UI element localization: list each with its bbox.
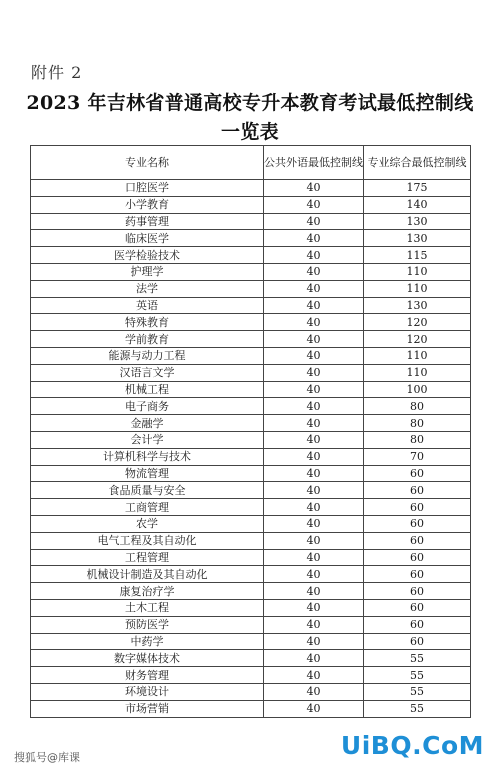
comprehensive-min-cell: 80 (364, 398, 471, 415)
foreign-language-min-cell: 40 (264, 297, 364, 314)
comprehensive-min-cell: 60 (364, 566, 471, 583)
foreign-language-min-cell: 40 (264, 196, 364, 213)
table-row (31, 667, 471, 684)
comprehensive-min-cell: 175 (364, 180, 471, 197)
major-name-cell: 英语 (31, 297, 264, 314)
comprehensive-min-cell: 55 (364, 667, 471, 684)
table-row (31, 180, 471, 197)
foreign-language-min-cell: 40 (264, 482, 364, 499)
major-name-cell: 财务管理 (31, 667, 264, 684)
major-name-cell: 特殊教育 (31, 314, 264, 331)
comprehensive-min-cell: 110 (364, 263, 471, 280)
foreign-language-min-cell: 40 (264, 331, 364, 348)
table-body (31, 180, 471, 718)
major-name-cell: 中药学 (31, 633, 264, 650)
major-name-cell: 土木工程 (31, 599, 264, 616)
major-name-cell: 药事管理 (31, 213, 264, 230)
foreign-language-min-cell: 40 (264, 263, 364, 280)
foreign-language-min-cell: 40 (264, 633, 364, 650)
table-row (31, 381, 471, 398)
table-row (31, 196, 471, 213)
comprehensive-min-cell: 100 (364, 381, 471, 398)
watermark-logo: UiBQ.CoM (340, 731, 484, 760)
table-row (31, 297, 471, 314)
comprehensive-min-cell: 60 (364, 633, 471, 650)
foreign-language-min-cell: 40 (264, 650, 364, 667)
major-name-cell: 电气工程及其自动化 (31, 532, 264, 549)
major-name-cell: 医学检验技术 (31, 247, 264, 264)
major-name-cell: 电子商务 (31, 398, 264, 415)
foreign-language-min-cell: 40 (264, 499, 364, 516)
major-name-cell: 会计学 (31, 431, 264, 448)
major-name-cell: 法学 (31, 280, 264, 297)
comprehensive-min-cell: 60 (364, 515, 471, 532)
score-table (30, 145, 471, 718)
comprehensive-min-cell: 60 (364, 482, 471, 499)
table-row (31, 633, 471, 650)
comprehensive-min-cell: 55 (364, 683, 471, 700)
comprehensive-min-cell: 60 (364, 465, 471, 482)
major-name-cell: 农学 (31, 515, 264, 532)
major-name-cell: 机械工程 (31, 381, 264, 398)
major-name-cell: 计算机科学与技术 (31, 448, 264, 465)
comprehensive-min-cell: 70 (364, 448, 471, 465)
foreign-language-min-cell: 40 (264, 599, 364, 616)
comprehensive-min-cell: 130 (364, 213, 471, 230)
major-name-cell: 工程管理 (31, 549, 264, 566)
foreign-language-min-cell: 40 (264, 549, 364, 566)
table-row (31, 650, 471, 667)
major-name-cell: 机械设计制造及其自动化 (31, 566, 264, 583)
major-name-cell: 金融学 (31, 415, 264, 432)
footer-source: 搜狐号@库课 (14, 751, 80, 764)
comprehensive-min-cell: 55 (364, 650, 471, 667)
comprehensive-min-cell: 120 (364, 314, 471, 331)
table-row (31, 230, 471, 247)
major-name-cell: 市场营销 (31, 700, 264, 717)
table-row (31, 280, 471, 297)
major-name-cell: 预防医学 (31, 616, 264, 633)
comprehensive-min-cell: 60 (364, 616, 471, 633)
foreign-language-min-cell: 40 (264, 213, 364, 230)
foreign-language-min-cell: 40 (264, 583, 364, 600)
table-row (31, 347, 471, 364)
comprehensive-min-cell: 80 (364, 415, 471, 432)
table-row (31, 583, 471, 600)
table-row (31, 398, 471, 415)
comprehensive-min-cell: 60 (364, 499, 471, 516)
comprehensive-min-cell: 110 (364, 280, 471, 297)
major-name-cell: 口腔医学 (31, 180, 264, 197)
table-row (31, 448, 471, 465)
comprehensive-min-cell: 60 (364, 532, 471, 549)
table-header-row (31, 146, 471, 180)
table-row (31, 532, 471, 549)
comprehensive-min-cell: 60 (364, 583, 471, 600)
table-row (31, 616, 471, 633)
table-row (31, 482, 471, 499)
foreign-language-min-cell: 40 (264, 683, 364, 700)
table-row (31, 314, 471, 331)
foreign-language-min-cell: 40 (264, 398, 364, 415)
major-name-cell: 小学教育 (31, 196, 264, 213)
table-row (31, 515, 471, 532)
foreign-language-min-cell: 40 (264, 448, 364, 465)
foreign-language-min-cell: 40 (264, 700, 364, 717)
major-name-cell: 环境设计 (31, 683, 264, 700)
major-name-cell: 学前教育 (31, 331, 264, 348)
comprehensive-min-cell: 60 (364, 599, 471, 616)
table-row (31, 683, 471, 700)
table-row (31, 566, 471, 583)
foreign-language-min-cell: 40 (264, 314, 364, 331)
table-row (31, 599, 471, 616)
comprehensive-min-cell: 60 (364, 549, 471, 566)
foreign-language-min-cell: 40 (264, 180, 364, 197)
comprehensive-min-cell: 115 (364, 247, 471, 264)
foreign-language-min-cell: 40 (264, 431, 364, 448)
table-row (31, 213, 471, 230)
major-name-cell: 物流管理 (31, 465, 264, 482)
header-foreign-language-min: 公共外语最低控制线 (264, 146, 364, 180)
major-name-cell: 工商管理 (31, 499, 264, 516)
foreign-language-min-cell: 40 (264, 364, 364, 381)
foreign-language-min-cell: 40 (264, 616, 364, 633)
foreign-language-min-cell: 40 (264, 381, 364, 398)
comprehensive-min-cell: 120 (364, 331, 471, 348)
comprehensive-min-cell: 130 (364, 230, 471, 247)
table-row (31, 549, 471, 566)
foreign-language-min-cell: 40 (264, 230, 364, 247)
major-name-cell: 食品质量与安全 (31, 482, 264, 499)
attachment-label: 附件 2 (31, 63, 83, 82)
major-name-cell: 临床医学 (31, 230, 264, 247)
comprehensive-min-cell: 140 (364, 196, 471, 213)
foreign-language-min-cell: 40 (264, 532, 364, 549)
foreign-language-min-cell: 40 (264, 280, 364, 297)
table-row (31, 247, 471, 264)
table-row (31, 465, 471, 482)
comprehensive-min-cell: 80 (364, 431, 471, 448)
table-row (31, 331, 471, 348)
comprehensive-min-cell: 110 (364, 347, 471, 364)
table-row (31, 263, 471, 280)
major-name-cell: 能源与动力工程 (31, 347, 264, 364)
foreign-language-min-cell: 40 (264, 465, 364, 482)
foreign-language-min-cell: 40 (264, 347, 364, 364)
table-row (31, 700, 471, 717)
header-major-name: 专业名称 (31, 146, 264, 180)
foreign-language-min-cell: 40 (264, 247, 364, 264)
major-name-cell: 护理学 (31, 263, 264, 280)
foreign-language-min-cell: 40 (264, 415, 364, 432)
major-name-cell: 康复治疗学 (31, 583, 264, 600)
table-row (31, 499, 471, 516)
comprehensive-min-cell: 55 (364, 700, 471, 717)
foreign-language-min-cell: 40 (264, 515, 364, 532)
document-title-line2: 一览表 (221, 121, 279, 143)
document-title: 2023 年吉林省普通高校专升本教育考试最低控制线 (26, 92, 474, 114)
foreign-language-min-cell: 40 (264, 667, 364, 684)
header-comprehensive-min: 专业综合最低控制线 (364, 146, 471, 180)
comprehensive-min-cell: 110 (364, 364, 471, 381)
comprehensive-min-cell: 130 (364, 297, 471, 314)
table-row (31, 364, 471, 381)
major-name-cell: 数字媒体技术 (31, 650, 264, 667)
major-name-cell: 汉语言文学 (31, 364, 264, 381)
table-row (31, 415, 471, 432)
table-row (31, 431, 471, 448)
foreign-language-min-cell: 40 (264, 566, 364, 583)
